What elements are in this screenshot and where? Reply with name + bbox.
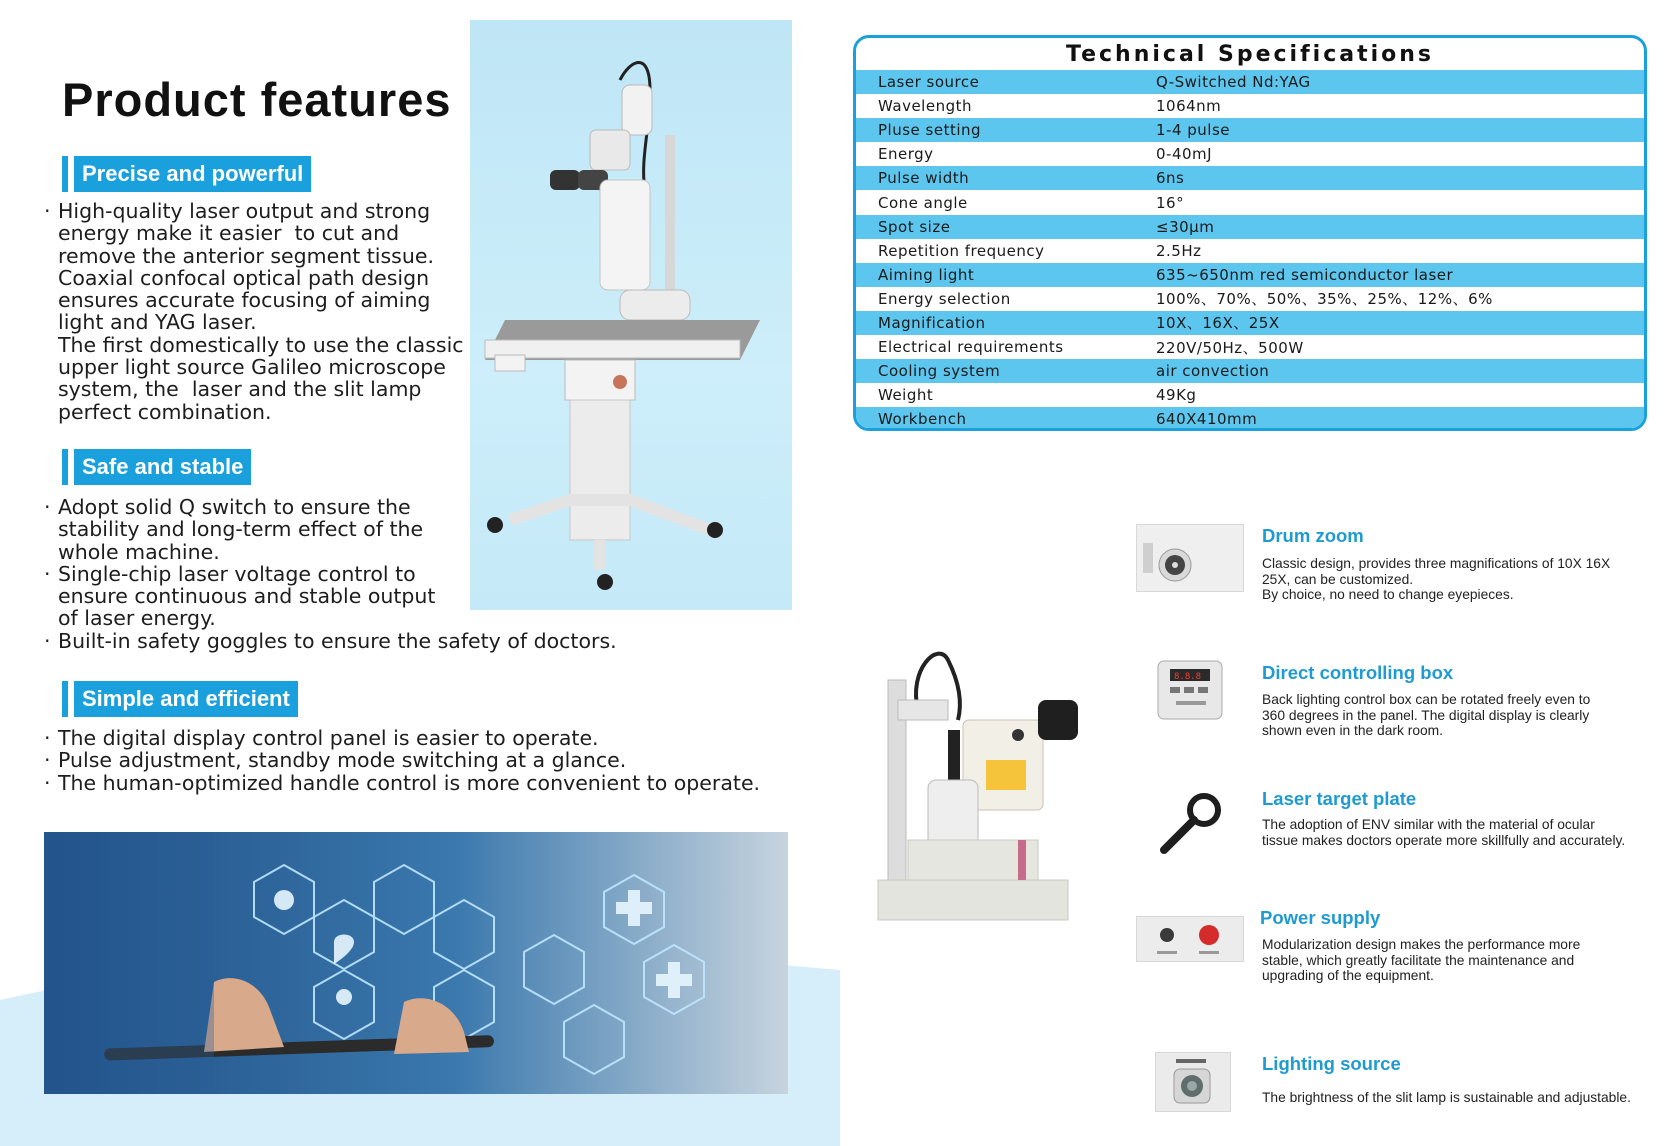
- table-row: Electrical requirements 220V/50Hz、500W: [878, 338, 1304, 357]
- table-row: Magnification 10X、16X、25X: [856, 311, 1644, 335]
- table-row: Weight 49Kg: [878, 386, 1197, 405]
- table-row: Workbench 640X410mm: [856, 407, 1644, 431]
- table-row: Energy 0-40mJ: [878, 145, 1213, 164]
- feature-desc-lighting-source: The brightness of the slit lamp is sustainable and adjustable.: [1262, 1090, 1631, 1105]
- table-row: Energy selection 100%、70%、50%、35%、25%、12%、6%: [878, 289, 1493, 309]
- feature-title-drum-zoom: Drum zoom: [1262, 525, 1364, 546]
- feature-desc-drum-zoom: Classic design, provides three magnifications of 10X 16X 25X, can be customized. By choice, no need to change eyepieces.: [1262, 556, 1611, 602]
- section-heading-simple: Simple and efficient: [62, 681, 298, 717]
- feature-title-controlling-box: Direct controlling box: [1262, 662, 1454, 683]
- spec-table-title: Technical Specifications: [1065, 42, 1435, 67]
- product-photo-slit-lamp-table: [470, 20, 792, 610]
- svg-text:8.8.8: 8.8.8: [1174, 672, 1202, 682]
- table-row: Aiming light 635~650nm red semiconductor laser: [856, 263, 1644, 287]
- feature-title-lighting-source: Lighting source: [1262, 1053, 1401, 1074]
- list-item: · Pulse adjustment, standby mode switching at a glance.: [44, 748, 627, 773]
- list-item: · High-quality laser output and strong energy make it easier to cut and remove the anterior segment tissue. Coaxial confocal optical path design ensures accurate focusing of aiming light and YAG laser. The first domestically to use the classic upper light source Galileo microscope system, the laser and the slit lamp perfect combination.: [44, 199, 464, 424]
- table-row: Pluse setting 1-4 pulse: [856, 118, 1644, 142]
- controlling-box-thumbnail: [1156, 657, 1226, 723]
- drum-zoom-icon: [1137, 525, 1243, 591]
- power-switch-icon: [1137, 917, 1243, 961]
- power-supply-thumbnail: [1136, 916, 1244, 962]
- section-heading-precise: Precise and powerful: [62, 156, 311, 192]
- section-bullets-precise: [44, 200, 464, 423]
- section-heading-safe: Safe and stable: [62, 449, 251, 485]
- laser-target-plate-icon: [1156, 790, 1226, 856]
- list-item: · The digital display control panel is easier to operate.: [44, 726, 599, 750]
- heading-accent-bar: [62, 449, 68, 485]
- feature-title-power-supply: Power supply: [1260, 907, 1381, 928]
- list-item: · Built-in safety goggles to ensure the safety of doctors.: [44, 628, 617, 653]
- feature-title-laser-target: Laser target plate: [1262, 788, 1417, 809]
- lighting-knob-icon: [1156, 1053, 1230, 1111]
- feature-desc-power-supply: Modularization design makes the performance more stable, which greatly facilitate the maintenance and upgrading of the equipment.: [1262, 937, 1581, 983]
- table-row: Laser source Q-Switched Nd:YAG: [856, 70, 1644, 94]
- list-item: · The human-optimized handle control is more convenient to operate.: [44, 770, 761, 795]
- section-bullets-simple: [44, 727, 760, 794]
- page-title: Product features: [62, 73, 452, 126]
- technical-specifications-table: [853, 35, 1647, 431]
- control-box-icon: [1156, 657, 1226, 723]
- feature-desc-controlling-box: Back lighting control box can be rotated freely even to 360 degrees in the panel. The digital display is clearly shown even in the dark room.: [1262, 692, 1591, 738]
- table-row: Cooling system air convection: [856, 359, 1644, 383]
- medical-hexagon-illustration: [44, 832, 788, 1094]
- table-row: Pulse width 6ns: [856, 166, 1644, 190]
- slit-lamp-table-illustration: [470, 20, 792, 610]
- table-row: Cone angle 16°: [878, 193, 1185, 212]
- medical-tablet-image: [44, 832, 788, 1094]
- feature-desc-laser-target: The adoption of ENV similar with the material of ocular tissue makes doctors operate more skillfully and accurately.: [1262, 817, 1626, 848]
- heading-accent-bar: [62, 156, 68, 192]
- drum-zoom-thumbnail: [1136, 524, 1244, 592]
- table-row: Spot size ≤30μm: [856, 215, 1644, 239]
- list-item: · Adopt solid Q switch to ensure the stability and long-term effect of the whole machine.: [44, 495, 424, 564]
- heading-accent-bar: [62, 681, 68, 717]
- slit-lamp-device-image: [868, 640, 1078, 960]
- list-item: · Single-chip laser voltage control to ensure continuous and stable output of laser energy.: [44, 561, 436, 631]
- table-row: Repetition frequency 2.5Hz: [878, 241, 1202, 260]
- lighting-source-thumbnail: [1155, 1052, 1231, 1112]
- table-row: Wavelength 1064nm: [878, 97, 1222, 116]
